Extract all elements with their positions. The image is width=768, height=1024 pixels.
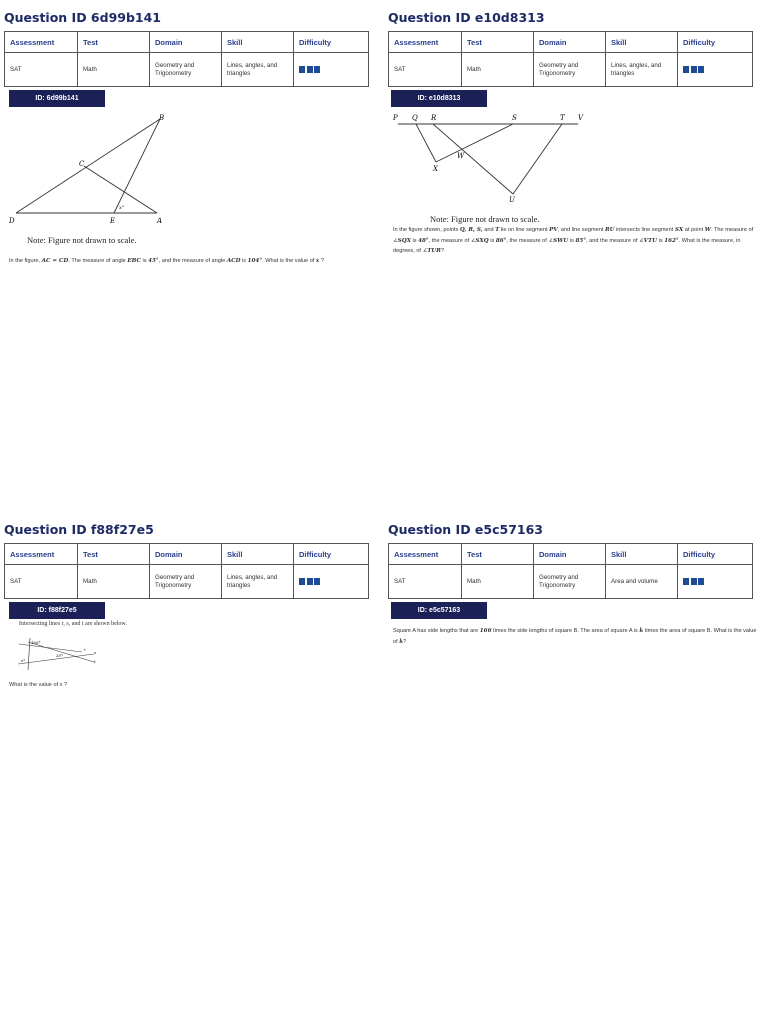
header-domain: Domain xyxy=(534,544,606,565)
test-value: Math xyxy=(78,53,150,87)
header-test: Test xyxy=(462,32,534,53)
label-v: V xyxy=(578,114,584,122)
question-panel-f88f27e5 xyxy=(4,522,380,822)
test-value: Math xyxy=(78,565,150,599)
figure-note: Note: Figure not drawn to scale. xyxy=(430,214,540,224)
figure-note: Note: Figure not drawn to scale. xyxy=(27,235,137,245)
question-id-badge: ID: f88f27e5 xyxy=(9,602,105,619)
question-panel-e10d8313 xyxy=(388,10,764,310)
header-domain: Domain xyxy=(534,32,606,53)
question-id-badge: ID: e5c57163 xyxy=(391,602,487,619)
triangle-figure xyxy=(4,110,174,230)
label-r: R xyxy=(431,114,437,122)
label-s: S xyxy=(512,114,517,122)
label-x-angle: x° xyxy=(119,205,125,211)
assessment-value: SAT xyxy=(389,565,462,599)
test-value: Math xyxy=(462,53,534,87)
label-u: U xyxy=(509,196,515,204)
label-q: Q xyxy=(412,114,418,122)
label-line-t: t xyxy=(94,659,96,664)
header-difficulty: Difficulty xyxy=(294,544,369,565)
header-domain: Domain xyxy=(150,544,222,565)
question-text: Square A has side lengths that are 166 times the side lengths of square B. The area of square A is k times the area of square B. What is the value of k? xyxy=(393,628,757,645)
question-meta-table xyxy=(388,31,753,87)
question-id-badge: ID: e10d8313 xyxy=(391,90,487,107)
header-assessment: Assessment xyxy=(389,32,462,53)
label-angle-x: x° xyxy=(21,658,26,663)
question-id-badge: ID: 6d99b141 xyxy=(9,90,105,107)
difficulty-value xyxy=(294,53,369,87)
difficulty-value xyxy=(678,565,753,599)
question-text: What is the value of x ? xyxy=(9,682,68,688)
test-value: Math xyxy=(462,565,534,599)
label-b: B xyxy=(159,114,165,122)
difficulty-bars-icon xyxy=(683,66,747,73)
question-text: In the figure, AC = CD. The measure of angle EBC is 45°, and the measure of angle ACD is 104°. What is the value of x ? xyxy=(9,258,324,264)
label-angle-106: 106° xyxy=(31,640,41,645)
header-assessment: Assessment xyxy=(389,544,462,565)
header-domain: Domain xyxy=(150,32,222,53)
assessment-value: SAT xyxy=(389,53,462,87)
header-difficulty: Difficulty xyxy=(294,32,369,53)
question-meta-table xyxy=(4,31,369,87)
header-assessment: Assessment xyxy=(5,32,78,53)
domain-value: Geometry and Trigonometry xyxy=(534,53,606,87)
header-skill: Skill xyxy=(222,32,294,53)
domain-value: Geometry and Trigonometry xyxy=(150,53,222,87)
question-panel-e5c57163 xyxy=(388,522,764,822)
label-t: T xyxy=(560,114,565,122)
difficulty-bars-icon xyxy=(299,66,363,73)
assessment-value: SAT xyxy=(5,565,78,599)
domain-value: Geometry and Trigonometry xyxy=(150,565,222,599)
header-skill: Skill xyxy=(606,32,678,53)
header-test: Test xyxy=(78,32,150,53)
label-c: C xyxy=(79,160,85,168)
question-title: Question ID f88f27e5 xyxy=(4,522,154,537)
difficulty-bars-icon xyxy=(683,578,747,585)
label-x: X xyxy=(433,165,438,173)
label-line-r: r xyxy=(84,647,86,652)
header-assessment: Assessment xyxy=(5,544,78,565)
question-panel-6d99b141 xyxy=(4,10,380,310)
question-title: Question ID e10d8313 xyxy=(388,10,545,25)
label-d: D xyxy=(9,217,15,225)
question-title: Question ID 6d99b141 xyxy=(4,10,162,25)
header-skill: Skill xyxy=(606,544,678,565)
assessment-value: SAT xyxy=(5,53,78,87)
label-angle-35: 35° xyxy=(56,653,64,658)
header-skill: Skill xyxy=(222,544,294,565)
header-difficulty: Difficulty xyxy=(678,544,753,565)
label-a: A xyxy=(157,217,163,225)
skill-value: Lines, angles, and triangles xyxy=(222,565,294,599)
header-test: Test xyxy=(462,544,534,565)
question-meta-table xyxy=(388,543,753,599)
difficulty-value xyxy=(678,53,753,87)
domain-value: Geometry and Trigonometry xyxy=(534,565,606,599)
difficulty-value xyxy=(294,565,369,599)
label-p: P xyxy=(393,114,398,122)
question-meta-table xyxy=(4,543,369,599)
question-text: In the figure shown, points Q, R, S, and T lie on line segment PV, and line segment RU intersects line segment SX at point W. The measure of ∠SQX is 48°, the measure of ∠SXQ is 86°, the measure of ∠SWU is 85°, and the measure of ∠VTU is 162°. What is the measure, in degrees, of ∠TUR? xyxy=(393,227,754,254)
difficulty-bars-icon xyxy=(299,578,363,585)
question-intro: Intersecting lines r, s, and t are shown below. xyxy=(19,621,127,627)
question-title: Question ID e5c57163 xyxy=(388,522,543,537)
label-w: W xyxy=(457,152,465,160)
skill-value: Lines, angles, and triangles xyxy=(606,53,678,87)
header-difficulty: Difficulty xyxy=(678,32,753,53)
label-e: E xyxy=(110,217,116,225)
intersecting-lines-figure xyxy=(14,630,104,672)
header-test: Test xyxy=(78,544,150,565)
segments-figure xyxy=(388,110,588,210)
label-line-s: s xyxy=(94,650,97,655)
skill-value: Lines, angles, and triangles xyxy=(222,53,294,87)
skill-value: Area and volume xyxy=(606,565,678,599)
